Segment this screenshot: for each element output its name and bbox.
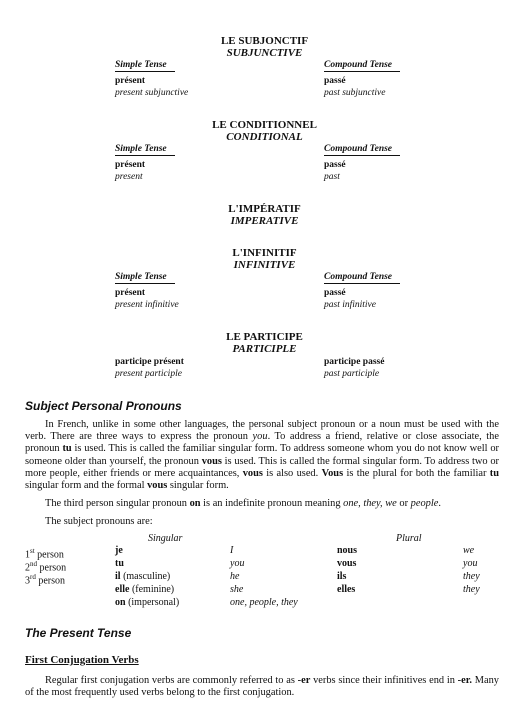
singular-en-2: you [230, 558, 245, 569]
subjunctive-simple-tense-heading: Simple Tense [115, 60, 175, 72]
subjunctive-simple-en: present subjunctive [115, 88, 189, 98]
subjunctive-simple-fr: présent [115, 76, 146, 86]
first-conjugation-paragraph: Regular first conjugation verbs are commonly referred to as -er verbs since their infinitives end in -er. Many of the most frequently used verbs belong to the first conjugation. [25, 675, 499, 699]
conditional-simple-tense-heading: Simple Tense [115, 144, 175, 156]
pronoun-je: je [115, 545, 123, 556]
singular-en-5: one, people, they [230, 597, 298, 608]
subjunctive-compound-fr: passé [324, 76, 346, 86]
conditional-simple-en: present [115, 172, 143, 182]
infinitive-simple-tense-heading: Simple Tense [115, 272, 175, 284]
plural-en-2: you [463, 558, 478, 569]
infinitive-simple-en: present infinitive [115, 300, 179, 310]
singular-en-3: he [230, 571, 240, 582]
infinitive-compound-tense-heading: Compound Tense [324, 272, 400, 284]
pronoun-elle: elle (feminine) [115, 584, 175, 595]
subjunctive-compound-tense-heading: Compound Tense [324, 60, 400, 72]
singular-en-1: I [230, 545, 234, 556]
plural-en-4: they [463, 584, 480, 595]
conditional-subtitle: CONDITIONAL [226, 131, 303, 143]
subjunctive-compound-en: past subjunctive [324, 88, 386, 98]
participle-past-fr: participe passé [324, 357, 385, 367]
imperative-subtitle: IMPERATIVE [230, 215, 299, 227]
infinitive-simple-fr: présent [115, 288, 146, 298]
person-label-3rd: 3rd person [25, 573, 66, 587]
pronoun-vous: vous [337, 558, 357, 569]
infinitive-title: L'INFINITIF [232, 247, 297, 259]
present-tense-heading: The Present Tense [25, 626, 132, 640]
singular-en-4: she [230, 584, 244, 595]
person-label-2nd: 2nd person [25, 560, 67, 574]
subject-pronouns-intro: The subject pronouns are: [45, 516, 153, 527]
participle-title: LE PARTICIPE [226, 331, 303, 343]
first-conjugation-heading: First Conjugation Verbs [25, 654, 139, 666]
plural-en-3: they [463, 571, 480, 582]
imperative-title: L'IMPÉRATIF [228, 203, 301, 215]
conditional-compound-fr: passé [324, 160, 346, 170]
conditional-compound-tense-heading: Compound Tense [324, 144, 400, 156]
pronoun-nous: nous [337, 545, 358, 556]
conditional-simple-fr: présent [115, 160, 146, 170]
pronoun-elles: elles [337, 584, 356, 595]
conditional-title: LE CONDITIONNEL [212, 119, 317, 131]
pronoun-tu: tu [115, 558, 124, 569]
pronouns-heading: Subject Personal Pronouns [25, 399, 182, 413]
participle-present-fr: participe présent [115, 357, 184, 367]
plural-en-1: we [463, 545, 475, 556]
pronouns-paragraph: In French, unlike in some other languages, the personal subject pronoun or a noun must be used with the verb. There are three ways to express the pronoun you. To address a friend, relative or close associate, the pronoun tu is used. This is called the familiar singular form. To address someone whom you do not know well or someone older than yourself, the pronoun vous is used. This is called the formal singular form. To address two or more people, either friends or mere acquaintances, vous is also used. Vous is the plural for both the familiar tu singular form and the formal vous singular form. [25, 419, 500, 492]
singular-column-label: Singular [148, 533, 183, 544]
pronoun-ils: ils [337, 571, 347, 582]
person-label-1st: 1st person [25, 547, 64, 561]
pronoun-on: on (impersonal) [115, 597, 180, 608]
conditional-compound-en: past [324, 172, 340, 182]
participle-past-en: past participle [324, 369, 380, 379]
participle-present-en: present participle [115, 369, 182, 379]
pronoun-il: il (masculine) [115, 571, 171, 582]
plural-column-label: Plural [396, 533, 422, 544]
infinitive-compound-en: past infinitive [324, 300, 376, 310]
infinitive-subtitle: INFINITIVE [233, 259, 296, 271]
on-pronoun-paragraph: The third person singular pronoun on is an indefinite pronoun meaning one, they, we or people. [45, 498, 441, 509]
participle-subtitle: PARTICIPLE [232, 343, 297, 355]
subjunctive-subtitle: SUBJUNCTIVE [226, 47, 303, 59]
infinitive-compound-fr: passé [324, 288, 346, 298]
subjunctive-title: LE SUBJONCTIF [220, 35, 309, 47]
